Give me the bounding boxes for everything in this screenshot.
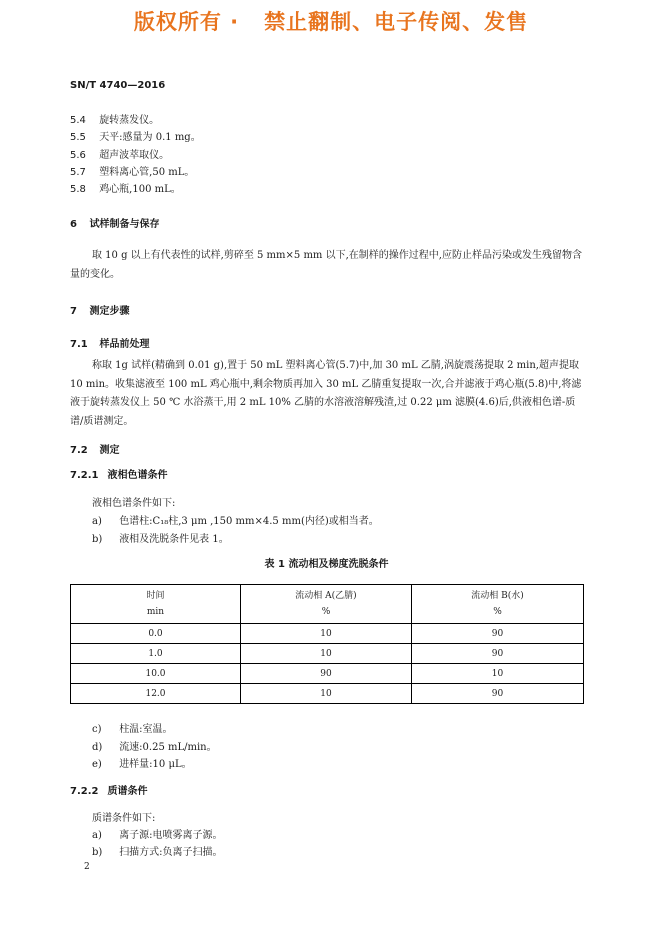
table-cell: 10 [241, 684, 412, 704]
table-cell: 10 [241, 644, 412, 664]
list-item [92, 512, 379, 527]
table-row [71, 664, 584, 684]
section-number: 6 [70, 219, 77, 230]
section-title: 液相色谱条件 [107, 470, 168, 481]
section-number: 7.2.1 [70, 470, 99, 481]
header-name: 流动相 B(水) [471, 591, 524, 601]
item-label: b) [92, 534, 103, 545]
s7-1-paragraph: 称取 1g 试样(精确到 0.01 g),置于 50 mL 塑料离心管(5.7)中,加 30 mL 乙腈,涡旋震荡提取 2 min,超声提取 10 min。收集滤液至 100 mL 鸡心瓶中,剩余物质再加入 30 mL 乙腈重复提取一次,合并滤液于鸡心瓶(5.8)中,将滤液于旋转蒸发仪上 50 ℃ 水浴蒸干,用 2 mL 10% 乙腈的水溶液溶解残渣,过 0.22 μm 滤膜(4.6)后,供液相色谱-质谱/质谱测定。 [70, 360, 582, 427]
table-header-cell [241, 585, 412, 624]
ms-intro: 质谱条件如下: [92, 813, 156, 824]
item-text: 天平:感量为 0.1 mg。 [99, 132, 201, 143]
list-item [70, 146, 169, 161]
list-item [70, 180, 181, 195]
page-number: 2 [84, 862, 90, 872]
item-text: 流速:0.25 mL/min。 [119, 742, 217, 753]
section-title: 测定 [99, 445, 120, 456]
table-header-cell [71, 585, 241, 624]
section-number: 7 [70, 306, 77, 317]
table-cell: 90 [412, 624, 584, 644]
section-number: 7.2 [70, 445, 88, 456]
table-cell: 10.0 [71, 664, 241, 684]
table-cell: 1.0 [71, 644, 241, 664]
header-name: 流动相 A(乙腈) [295, 591, 357, 601]
list-item [92, 738, 217, 753]
item-text: 离子源:电喷雾离子源。 [119, 830, 223, 841]
section-number: 7.2.2 [70, 786, 99, 797]
section-heading-7 [70, 302, 129, 317]
subsection-heading-7-2-2 [70, 782, 147, 797]
item-text: 柱温:室温。 [119, 724, 173, 735]
item-label: a) [92, 516, 102, 527]
header-unit: % [493, 607, 502, 617]
table-cell: 90 [412, 644, 584, 664]
list-item [70, 128, 201, 143]
list-item [92, 826, 223, 841]
table-cell: 12.0 [71, 684, 241, 704]
item-text: 扫描方式:负离子扫描。 [119, 847, 223, 858]
section-title: 样品前处理 [99, 339, 150, 350]
item-label: a) [92, 830, 102, 841]
item-number: 5.7 [70, 167, 86, 178]
standard-number: SN/T 4740—2016 [70, 80, 166, 91]
item-number: 5.8 [70, 184, 86, 195]
section-number: 7.1 [70, 339, 88, 350]
table-cell: 90 [241, 664, 412, 684]
section-heading-6 [70, 215, 159, 230]
section-title: 测定步骤 [89, 306, 130, 317]
item-text: 色谱柱:C₁₈柱,3 μm ,150 mm×4.5 mm(内径)或相当者。 [119, 516, 379, 527]
gradient-table [70, 584, 584, 704]
item-text: 进样量:10 μL。 [119, 759, 192, 770]
item-text: 超声波萃取仪。 [99, 150, 170, 161]
item-text: 液相及洗脱条件见表 1。 [119, 534, 229, 545]
item-label: e) [92, 759, 102, 770]
table-cell: 0.0 [71, 624, 241, 644]
section-title: 试样制备与保存 [89, 219, 160, 230]
table-cell: 10 [241, 624, 412, 644]
table-cell: 90 [412, 684, 584, 704]
table-caption: 表 1 流动相及梯度洗脱条件 [264, 559, 389, 570]
item-number: 5.4 [70, 115, 86, 126]
item-label: b) [92, 847, 103, 858]
item-text: 鸡心瓶,100 mL。 [99, 184, 181, 195]
header-name: 时间 [146, 591, 165, 601]
item-number: 5.5 [70, 132, 86, 143]
item-label: d) [92, 742, 103, 753]
list-item [70, 163, 194, 178]
header-unit: % [321, 607, 331, 617]
list-item [92, 720, 173, 735]
table-row [71, 644, 584, 664]
table-cell: 10 [412, 664, 584, 684]
list-item [92, 755, 192, 770]
subsection-heading-7-2 [70, 441, 119, 456]
section6-paragraph: 取 10 g 以上有代表性的试样,剪碎至 5 mm×5 mm 以下,在制样的操作过程中,应防止样品污染或发生残留物含量的变化。 [70, 250, 582, 280]
table-row [71, 624, 584, 644]
item-label: c) [92, 724, 102, 735]
list-item [92, 843, 223, 858]
lc-intro: 液相色谱条件如下: [92, 498, 176, 509]
section-title: 质谱条件 [107, 786, 148, 797]
header-unit: min [146, 607, 165, 617]
item-number: 5.6 [70, 150, 86, 161]
copyright-watermark: 版权所有 · 禁止翻制、电子传阅、发售 [133, 10, 529, 34]
table-header-row [71, 585, 584, 624]
item-text: 旋转蒸发仪。 [99, 115, 160, 126]
list-item [70, 111, 159, 126]
table-header-cell [412, 585, 584, 624]
table-row [71, 684, 584, 704]
subsection-heading-7-1 [70, 335, 149, 350]
item-text: 塑料离心管,50 mL。 [99, 167, 195, 178]
subsection-heading-7-2-1 [70, 466, 167, 481]
list-item [92, 530, 229, 545]
